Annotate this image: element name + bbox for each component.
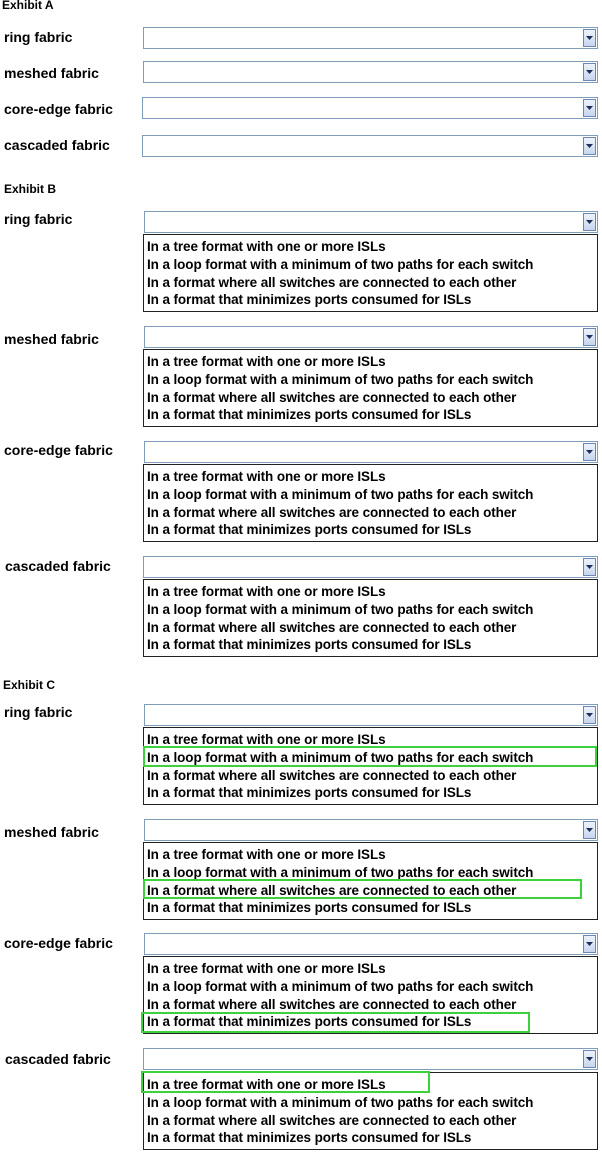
exhibit-c-select-cascaded[interactable] xyxy=(143,1048,598,1070)
chevron-down-icon[interactable] xyxy=(583,29,596,47)
option-item[interactable]: In a tree format with one or more ISLs xyxy=(147,239,386,254)
exhibit-b-label-cascaded: cascaded fabric xyxy=(5,558,111,574)
chevron-down-icon[interactable] xyxy=(583,558,596,576)
exhibit-c-label-cascaded: cascaded fabric xyxy=(5,1051,111,1067)
exhibit-a-select-meshed[interactable] xyxy=(143,61,598,83)
exhibit-b-label-ring: ring fabric xyxy=(4,211,73,227)
exhibit-b-label-core-edge: core-edge fabric xyxy=(4,442,113,458)
option-item[interactable]: In a format that minimizes ports consumed for ISLs xyxy=(147,637,472,652)
option-item[interactable]: In a format where all switches are connected to each other xyxy=(147,620,517,635)
option-item[interactable]: In a loop format with a minimum of two paths for each switch xyxy=(147,372,534,387)
option-item[interactable]: In a tree format with one or more ISLs xyxy=(147,584,386,599)
option-item[interactable]: In a format that minimizes ports consumed for ISLs xyxy=(147,900,472,915)
chevron-down-icon[interactable] xyxy=(583,137,596,155)
exhibit-a-select-cascaded[interactable] xyxy=(142,135,598,157)
answer-highlight xyxy=(141,1012,530,1033)
option-item-selected[interactable]: In a tree format with one or more ISLs xyxy=(147,1077,386,1092)
option-item[interactable]: In a format where all switches are connected to each other xyxy=(147,275,517,290)
option-item[interactable]: In a format where all switches are connected to each other xyxy=(147,505,517,520)
chevron-down-icon[interactable] xyxy=(583,1050,596,1068)
exhibit-b-select-core-edge[interactable] xyxy=(144,441,598,463)
answer-highlight xyxy=(141,1071,430,1093)
exhibit-c-label-meshed: meshed fabric xyxy=(4,824,99,840)
chevron-down-icon[interactable] xyxy=(583,213,596,231)
exhibit-c-select-meshed[interactable] xyxy=(144,819,598,841)
exhibit-b-options-meshed xyxy=(143,349,598,427)
option-item[interactable]: In a loop format with a minimum of two paths for each switch xyxy=(147,602,534,617)
option-item-selected[interactable]: In a format where all switches are connected to each other xyxy=(147,883,517,898)
answer-highlight xyxy=(143,746,597,767)
option-item[interactable]: In a tree format with one or more ISLs xyxy=(147,469,386,484)
exhibit-b-options-ring xyxy=(143,234,598,312)
exhibit-b-title: Exhibit B xyxy=(4,182,57,196)
option-item[interactable]: In a format where all switches are connected to each other xyxy=(147,997,517,1012)
exhibit-b-select-meshed[interactable] xyxy=(144,326,598,348)
option-item[interactable]: In a format that minimizes ports consumed for ISLs xyxy=(147,1130,472,1145)
exhibit-b-options-core-edge xyxy=(143,464,598,542)
exhibit-c-select-core-edge[interactable] xyxy=(144,933,598,955)
option-item[interactable]: In a loop format with a minimum of two paths for each switch xyxy=(147,979,534,994)
chevron-down-icon[interactable] xyxy=(583,443,596,461)
option-item[interactable]: In a format where all switches are connected to each other xyxy=(147,390,517,405)
option-item[interactable]: In a tree format with one or more ISLs xyxy=(147,961,386,976)
answer-highlight xyxy=(143,879,582,899)
chevron-down-icon[interactable] xyxy=(583,821,596,839)
option-item[interactable]: In a tree format with one or more ISLs xyxy=(147,354,386,369)
exhibit-b-options-cascaded xyxy=(143,579,598,657)
option-item[interactable]: In a tree format with one or more ISLs xyxy=(147,732,386,747)
exhibit-c-label-ring: ring fabric xyxy=(4,704,73,720)
chevron-down-icon[interactable] xyxy=(583,63,596,81)
exhibit-b-label-meshed: meshed fabric xyxy=(4,331,99,347)
exhibit-c-select-ring[interactable] xyxy=(144,704,598,726)
option-item[interactable]: In a format that minimizes ports consumed for ISLs xyxy=(147,785,472,800)
option-item-selected[interactable]: In a loop format with a minimum of two paths for each switch xyxy=(147,750,534,765)
option-item[interactable]: In a loop format with a minimum of two paths for each switch xyxy=(147,257,534,272)
option-item[interactable]: In a format that minimizes ports consumed for ISLs xyxy=(147,407,472,422)
exhibit-c-label-core-edge: core-edge fabric xyxy=(4,935,113,951)
option-item[interactable]: In a format that minimizes ports consumed for ISLs xyxy=(147,522,472,537)
option-item-selected[interactable]: In a format that minimizes ports consumed for ISLs xyxy=(147,1014,472,1029)
option-item[interactable]: In a format where all switches are connected to each other xyxy=(147,768,517,783)
option-item[interactable]: In a loop format with a minimum of two paths for each switch xyxy=(147,487,534,502)
exhibit-c-title: Exhibit C xyxy=(3,678,56,692)
chevron-down-icon[interactable] xyxy=(583,328,596,346)
option-item[interactable]: In a loop format with a minimum of two paths for each switch xyxy=(147,865,534,880)
exhibit-a-label-cascaded: cascaded fabric xyxy=(4,137,110,153)
option-item[interactable]: In a format where all switches are connected to each other xyxy=(147,1113,517,1128)
chevron-down-icon[interactable] xyxy=(583,935,596,953)
exhibit-a-select-ring[interactable] xyxy=(143,27,598,49)
exhibit-b-select-cascaded[interactable] xyxy=(143,556,598,578)
exhibit-a-label-core-edge: core-edge fabric xyxy=(4,101,113,117)
chevron-down-icon[interactable] xyxy=(583,706,596,724)
option-item[interactable]: In a tree format with one or more ISLs xyxy=(147,847,386,862)
exhibit-a-label-meshed: meshed fabric xyxy=(4,65,99,81)
exhibit-b-select-ring[interactable] xyxy=(144,211,598,233)
exhibit-a-select-core-edge[interactable] xyxy=(142,97,598,119)
option-item[interactable]: In a format that minimizes ports consumed for ISLs xyxy=(147,292,472,307)
chevron-down-icon[interactable] xyxy=(583,99,596,117)
option-item[interactable]: In a loop format with a minimum of two paths for each switch xyxy=(147,1095,534,1110)
exhibit-a-title: Exhibit A xyxy=(2,0,54,12)
exhibit-a-label-ring: ring fabric xyxy=(4,29,73,45)
